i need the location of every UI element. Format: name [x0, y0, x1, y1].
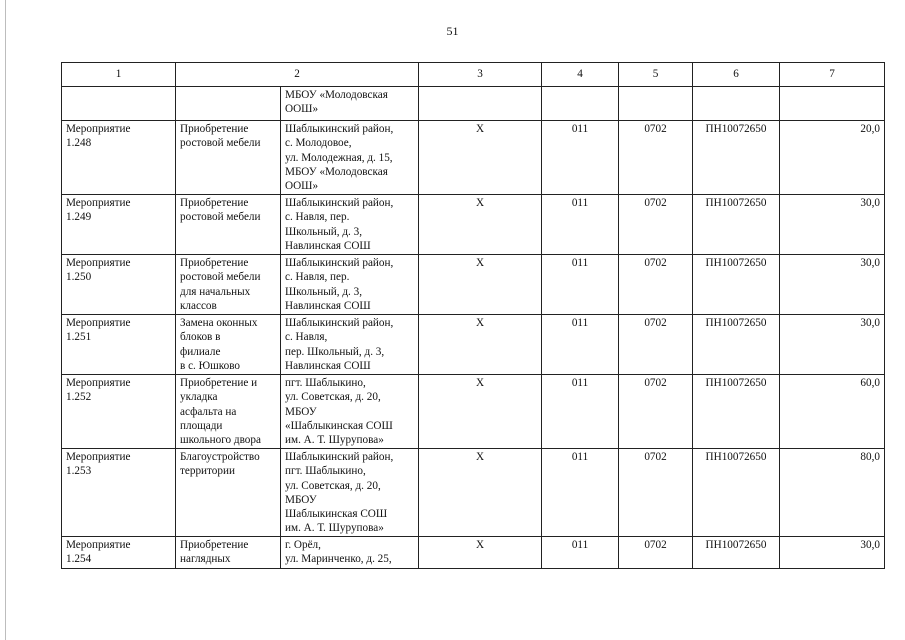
column-4-cell: 011	[542, 255, 619, 315]
column-3-cell	[419, 87, 542, 121]
address-cell-line: МБОУ «Молодовская	[285, 89, 388, 101]
address-cell-line: пгт. Шаблыкино,	[285, 465, 366, 478]
name-cell-line: ростовой мебели	[180, 271, 261, 284]
amount-cell: 30,0	[780, 315, 885, 375]
column-6-cell: ПН10072650	[693, 121, 780, 195]
address-cell	[281, 255, 419, 315]
table-row	[62, 315, 885, 375]
name-cell-line: ростовой мебели	[180, 137, 261, 150]
measure-cell-line: 1.249	[66, 211, 92, 224]
measure-cell	[62, 449, 176, 537]
measure-cell	[62, 537, 176, 569]
name-cell-line: блоков в	[180, 331, 221, 344]
name-cell	[176, 87, 281, 121]
column-3-cell: Х	[419, 315, 542, 375]
column-header-3: 3	[419, 63, 542, 87]
column-header-1: 1	[62, 63, 176, 87]
address-cell-line: МБОУ «Молодовская	[285, 165, 388, 178]
measure-cell-line: 1.251	[66, 331, 92, 344]
address-cell-line: с. Навля,	[285, 331, 328, 344]
amount-cell: 20,0	[780, 121, 885, 195]
address-cell-line: с. Навля, пер.	[285, 271, 350, 284]
address-cell-line: Шаблыкинский район,	[285, 451, 394, 463]
address-cell-line: «Шаблыкинская СОШ	[285, 419, 393, 432]
address-cell-line: Шаблыкинская СОШ	[285, 508, 388, 521]
name-cell-line: классов	[180, 299, 217, 312]
column-header-4: 4	[542, 63, 619, 87]
name-cell	[176, 195, 281, 255]
name-cell	[176, 121, 281, 195]
column-5-cell: 0702	[619, 195, 693, 255]
column-5-cell: 0702	[619, 375, 693, 449]
measure-cell-line: Мероприятие	[66, 377, 131, 389]
measure-cell	[62, 121, 176, 195]
column-3-cell: Х	[419, 449, 542, 537]
address-cell-line: Школьный, д. 3,	[285, 285, 363, 298]
address-cell-line: Навлинская СОШ	[285, 359, 371, 372]
amount-cell: 30,0	[780, 255, 885, 315]
name-cell-line: Приобретение	[180, 257, 249, 269]
address-cell-line: ул. Советская, д. 20,	[285, 479, 381, 492]
column-4-cell: 011	[542, 195, 619, 255]
measure-cell-line: Мероприятие	[66, 539, 131, 551]
name-cell	[176, 537, 281, 569]
address-cell-line: пер. Школьный, д. 3,	[285, 345, 385, 358]
address-cell-line: г. Орёл,	[285, 539, 321, 551]
address-cell-line: Шаблыкинский район,	[285, 257, 394, 269]
column-5-cell: 0702	[619, 449, 693, 537]
header-row	[62, 63, 885, 87]
address-cell-line: Шаблыкинский район,	[285, 317, 394, 329]
column-header-2: 2	[176, 63, 419, 87]
address-cell	[281, 87, 419, 121]
column-5-cell	[619, 87, 693, 121]
measure-cell-line: 1.253	[66, 465, 92, 478]
name-cell-line: Приобретение и	[180, 377, 258, 389]
column-5-cell: 0702	[619, 537, 693, 569]
name-cell-line: Приобретение	[180, 539, 249, 551]
address-cell-line: ул. Молодежная, д. 15,	[285, 151, 393, 164]
measure-cell-line: Мероприятие	[66, 317, 131, 329]
name-cell-line: филиале	[180, 345, 221, 358]
measure-cell-line: 1.250	[66, 271, 92, 284]
address-cell	[281, 315, 419, 375]
address-cell	[281, 449, 419, 537]
address-cell-line: пгт. Шаблыкино,	[285, 377, 366, 389]
column-4-cell: 011	[542, 449, 619, 537]
column-4-cell: 011	[542, 537, 619, 569]
address-cell-line: Шаблыкинский район,	[285, 123, 394, 135]
page-edge-line	[5, 0, 6, 640]
measure-cell	[62, 195, 176, 255]
name-cell-line: асфальта на	[180, 405, 237, 418]
name-cell	[176, 315, 281, 375]
address-cell-line: с. Навля, пер.	[285, 211, 350, 224]
measure-cell	[62, 375, 176, 449]
column-3-cell: Х	[419, 255, 542, 315]
name-cell-line: территории	[180, 465, 235, 478]
measure-cell-line: Мероприятие	[66, 257, 131, 269]
column-5-cell: 0702	[619, 315, 693, 375]
column-6-cell: ПН10072650	[693, 255, 780, 315]
amount-cell: 60,0	[780, 375, 885, 449]
address-cell	[281, 195, 419, 255]
amount-cell: 30,0	[780, 537, 885, 569]
column-5-cell: 0702	[619, 255, 693, 315]
amount-cell: 30,0	[780, 195, 885, 255]
measure-cell-line: 1.248	[66, 137, 92, 150]
measure-cell	[62, 255, 176, 315]
name-cell	[176, 375, 281, 449]
measure-cell-line: 1.254	[66, 553, 92, 566]
amount-cell	[780, 87, 885, 121]
measure-cell	[62, 315, 176, 375]
address-cell-line: им. А. Т. Шурупова»	[285, 434, 384, 447]
name-cell-line: наглядных	[180, 553, 231, 566]
name-cell	[176, 449, 281, 537]
column-header-7: 7	[780, 63, 885, 87]
column-4-cell: 011	[542, 121, 619, 195]
address-cell-line: ООШ»	[285, 180, 319, 193]
table-row	[62, 121, 885, 195]
table-row	[62, 375, 885, 449]
name-cell	[176, 255, 281, 315]
measure-cell	[62, 87, 176, 121]
column-header-6: 6	[693, 63, 780, 87]
address-cell-line: МБОУ	[285, 493, 317, 506]
address-cell-line: Школьный, д. 3,	[285, 225, 363, 238]
address-cell-line: Шаблыкинский район,	[285, 197, 394, 209]
name-cell-line: Приобретение	[180, 197, 249, 209]
name-cell-line: ростовой мебели	[180, 211, 261, 224]
page-number: 51	[446, 24, 459, 38]
table-row	[62, 255, 885, 315]
column-6-cell: ПН10072650	[693, 449, 780, 537]
name-cell-line: школьного двора	[180, 434, 261, 447]
column-6-cell: ПН10072650	[693, 195, 780, 255]
column-6-cell	[693, 87, 780, 121]
column-4-cell: 011	[542, 315, 619, 375]
column-4-cell	[542, 87, 619, 121]
measure-cell-line: Мероприятие	[66, 123, 131, 135]
column-4-cell: 011	[542, 375, 619, 449]
measure-cell-line: Мероприятие	[66, 451, 131, 463]
table-row	[62, 449, 885, 537]
address-cell-line: МБОУ	[285, 405, 317, 418]
name-cell-line: Замена оконных	[180, 317, 258, 329]
address-cell	[281, 121, 419, 195]
address-cell	[281, 537, 419, 569]
column-3-cell: Х	[419, 375, 542, 449]
address-cell-line: ул. Маринченко, д. 25,	[285, 553, 392, 566]
name-cell-line: для начальных	[180, 285, 251, 298]
address-cell-line: им. А. Т. Шурупова»	[285, 522, 384, 535]
name-cell-line: площади	[180, 419, 223, 432]
column-5-cell: 0702	[619, 121, 693, 195]
table-row	[62, 87, 885, 121]
address-cell-line: ООШ»	[285, 103, 319, 116]
column-6-cell: ПН10072650	[693, 375, 780, 449]
column-6-cell: ПН10072650	[693, 315, 780, 375]
column-6-cell: ПН10072650	[693, 537, 780, 569]
budget-table	[61, 62, 885, 569]
name-cell-line: в с. Юшково	[180, 359, 241, 372]
amount-cell: 80,0	[780, 449, 885, 537]
name-cell-line: укладка	[180, 391, 218, 404]
column-3-cell: Х	[419, 537, 542, 569]
address-cell	[281, 375, 419, 449]
address-cell-line: ул. Советская, д. 20,	[285, 391, 381, 404]
table-row	[62, 537, 885, 569]
address-cell-line: с. Молодовое,	[285, 137, 352, 150]
column-3-cell: Х	[419, 195, 542, 255]
address-cell-line: Навлинская СОШ	[285, 299, 371, 312]
name-cell-line: Благоустройство	[180, 451, 260, 463]
column-header-5: 5	[619, 63, 693, 87]
measure-cell-line: Мероприятие	[66, 197, 131, 209]
address-cell-line: Навлинская СОШ	[285, 239, 371, 252]
table-row	[62, 195, 885, 255]
column-3-cell: Х	[419, 121, 542, 195]
measure-cell-line: 1.252	[66, 391, 92, 404]
name-cell-line: Приобретение	[180, 123, 249, 135]
